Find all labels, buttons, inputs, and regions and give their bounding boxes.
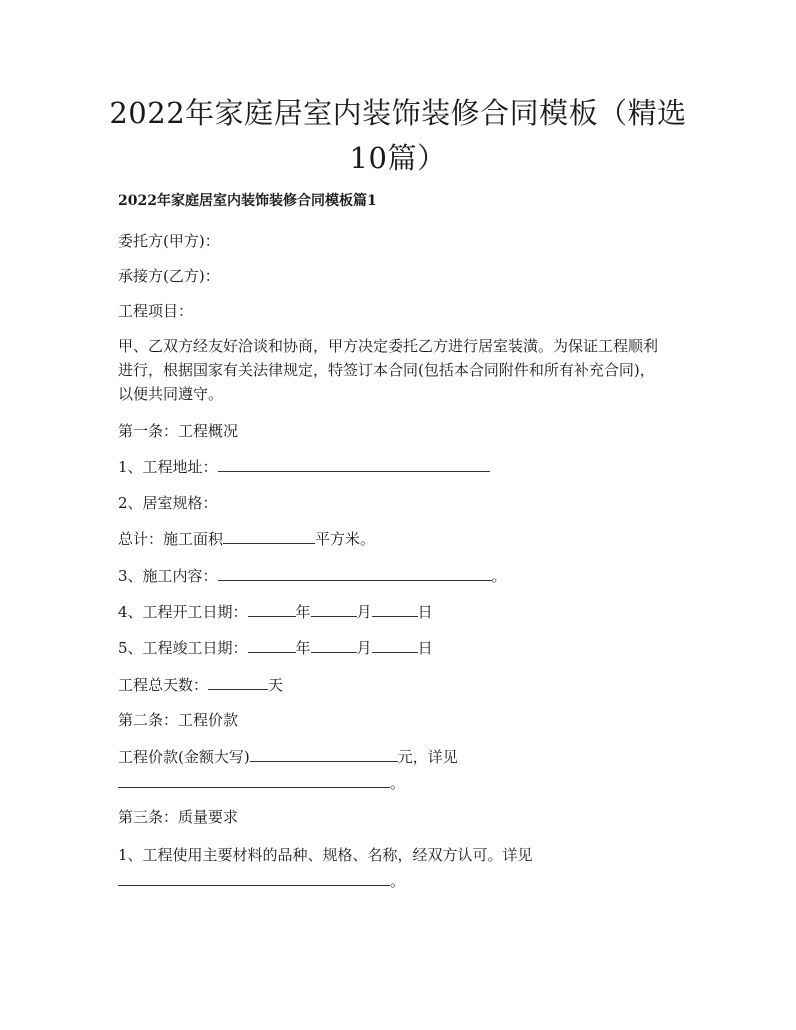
section-heading: 2022年家庭居室内装饰装修合同模板篇1: [118, 193, 377, 209]
end-year-unit: 年: [295, 639, 311, 657]
item-5-label: 5、工程竣工日期：: [118, 639, 248, 657]
total-days-suffix: 天: [268, 676, 284, 694]
content-blank: [218, 564, 492, 581]
start-year-blank: [248, 600, 296, 617]
end-month-unit: 月: [356, 639, 372, 657]
article-3-heading: 第三条：质量要求: [118, 808, 239, 826]
price-suffix: 元，详见: [397, 748, 458, 766]
quality-line-2: [118, 869, 405, 893]
item-3-line: [118, 564, 507, 588]
address-blank: [218, 455, 490, 472]
total-area-label: 总计：施工面积: [118, 530, 224, 548]
quality-item-1: 1、工程使用主要材料的品种、规格、名称，经双方认可。详见: [118, 846, 533, 864]
project-line: 工程项目：: [118, 302, 194, 320]
quality-line-2-suffix: 。: [390, 872, 406, 890]
intro-line-1: 甲、乙双方经友好洽谈和协商，甲方决定委托乙方进行居室装潢。为保证工程顺利: [118, 337, 659, 355]
item-3-suffix: 。: [491, 567, 507, 585]
document-title-line2: 10篇）: [349, 141, 447, 175]
start-month-unit: 月: [356, 603, 372, 621]
item-4-label: 4、工程开工日期：: [118, 603, 248, 621]
price-blank: [250, 745, 398, 762]
start-year-unit: 年: [295, 603, 311, 621]
total-days-label: 工程总天数：: [118, 676, 209, 694]
total-days-line: [118, 673, 283, 697]
item-1-line: [118, 455, 490, 479]
end-month-blank: [311, 636, 357, 653]
start-month-blank: [311, 600, 357, 617]
end-year-blank: [248, 636, 296, 653]
price-line-2: [118, 771, 405, 795]
party-b-line: 承接方(乙方)：: [118, 267, 220, 285]
days-blank: [208, 673, 268, 690]
party-a-line: 委托方(甲方)：: [118, 232, 220, 250]
intro-line-2: 进行，根据国家有关法律规定，特签订本合同(包括本合同附件和所有补充合同)，: [118, 361, 655, 379]
price-line-2-suffix: 。: [390, 774, 406, 792]
item-4-line: [118, 600, 433, 624]
item-3-label: 3、施工内容：: [118, 567, 218, 585]
quality-detail-blank: [118, 869, 390, 886]
end-day-unit: 日: [417, 639, 433, 657]
item-2-line: 2、居室规格：: [118, 494, 218, 512]
end-day-blank: [372, 636, 418, 653]
intro-paragraph: [118, 334, 688, 406]
price-label: 工程价款(金额大写): [118, 748, 250, 766]
item-5-line: [118, 636, 433, 660]
document-title-line1: 2022年家庭居室内装饰装修合同模板（精选: [109, 96, 687, 130]
area-blank: [223, 527, 315, 544]
price-detail-blank: [118, 771, 390, 788]
start-day-unit: 日: [417, 603, 433, 621]
price-line: [118, 745, 458, 769]
total-area-suffix: 平方米。: [315, 530, 376, 548]
article-1-heading: 第一条：工程概况: [118, 422, 239, 440]
total-area-line: [118, 527, 375, 551]
start-day-blank: [372, 600, 418, 617]
item-1-label: 1、工程地址：: [118, 458, 218, 476]
article-2-heading: 第二条：工程价款: [118, 711, 239, 729]
intro-line-3: 以便共同遵守。: [118, 385, 224, 403]
